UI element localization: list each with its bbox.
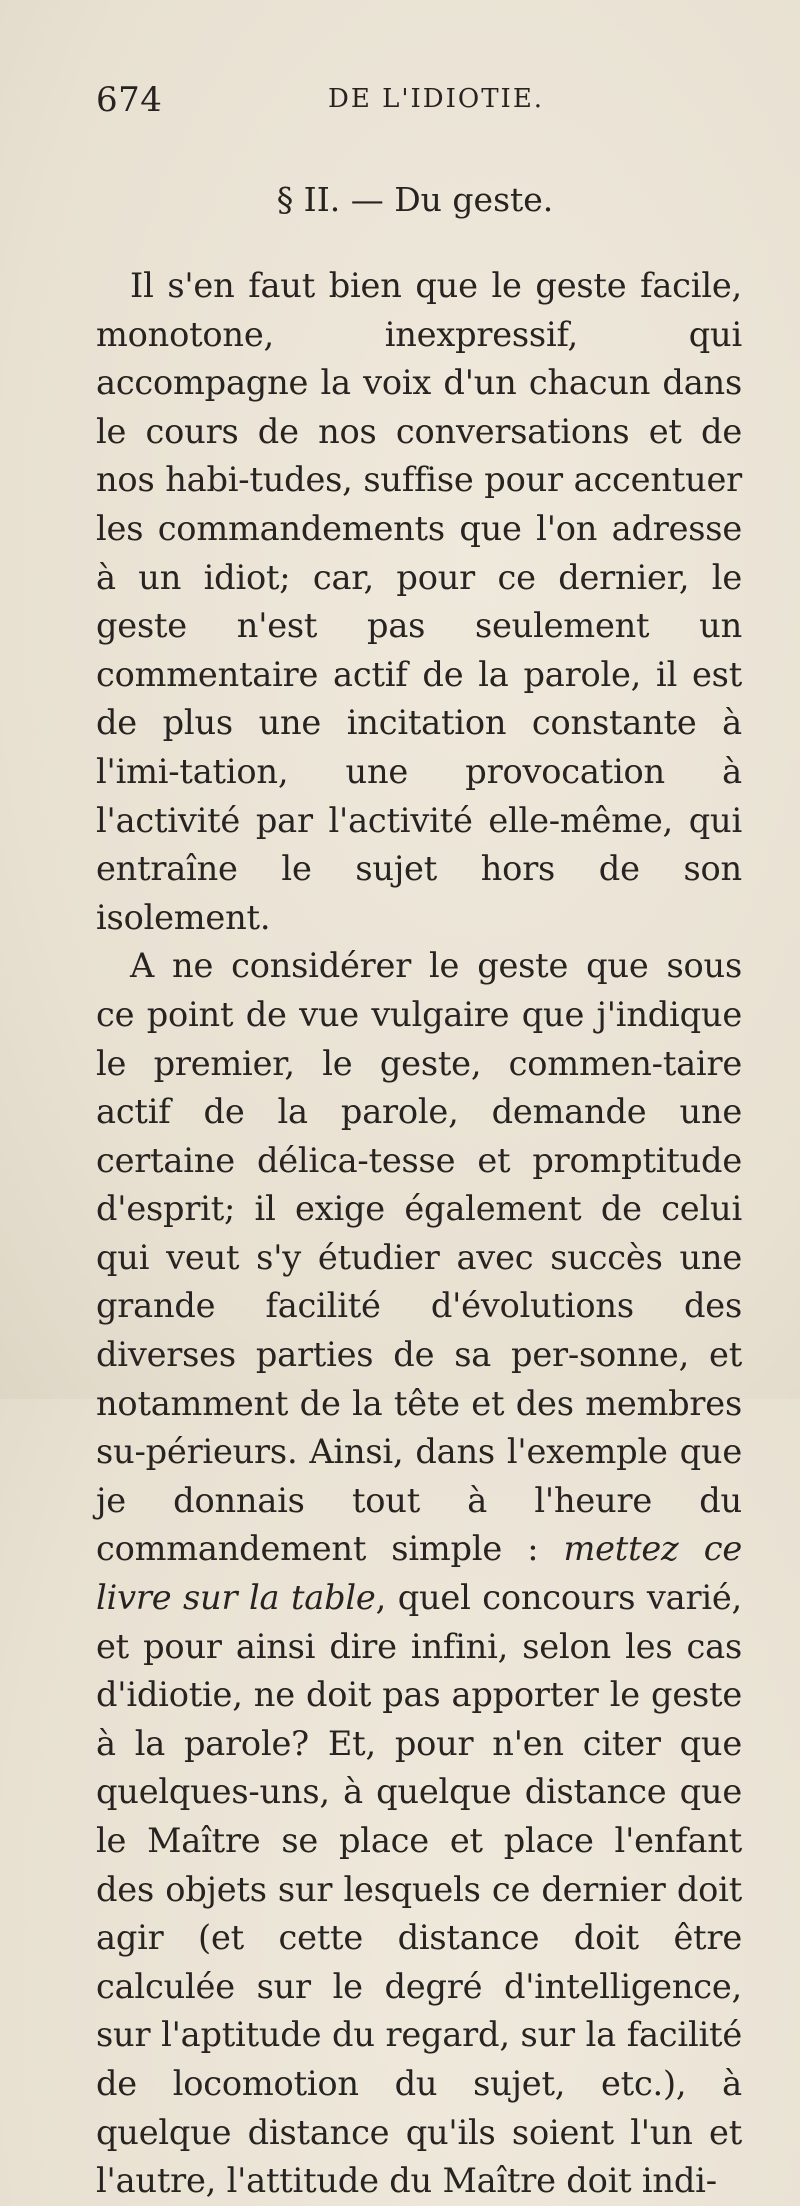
paragraph-2: [96, 942, 742, 2205]
running-head: [96, 80, 736, 124]
page-number: 674: [96, 80, 163, 120]
section-heading: § II. — Du geste.: [276, 180, 554, 219]
paragraph-2-italic-command: mettez ce livre sur la table: [96, 1529, 742, 1618]
running-title: DE L'IDIOTIE.: [328, 84, 545, 114]
paragraph-1: Il s'en faut bien que le geste facile, monotone, inexpressif, qui accompagne la voix d'un chacun dans le cours de nos conversations et de nos habi-tudes, suffise pour accentuer les commandements que l'on adresse à un idiot; car, pour ce dernier, le geste n'est pas seulement un commentaire actif de la parole, il est de plus une incitation constante à l'imi-tation, une provocation à l'activité par l'activité elle-même, qui entraîne le sujet hors de son isolement.: [96, 266, 742, 937]
paragraph-2-text-before: A ne considérer le geste que sous ce point de vue vulgaire que j'indique le premier, le geste, commen-taire actif de la parole, demande une certaine délica-tesse et promptitude d'esprit; il exige également de celui qui veut s'y étudier avec succès une grande facilité d'évolutions des diverses parties de sa per-sonne, et notamment de la tête et des membres su-périeurs. Ainsi, dans l'exemple que je donnais tout à l'heure du commandement simple :: [96, 946, 742, 1569]
paragraph-2-text-after: , quel concours varié, et pour ainsi dire infini, selon les cas d'idiotie, ne doit pas apporter le geste à la parole? Et, pour n'en citer que quelques-uns, à quelque distance que le Maître se place et place l'enfant des objets sur lesquels ce dernier doit agir (et cette distance doit être calculée sur le degré d'intelligence, sur l'aptitude du regard, sur la facilité de locomotion du sujet, etc.), à quelque distance qu'ils soient l'un et l'autre, l'attitude du Maître doit indi-: [96, 1578, 742, 2201]
body-text: [96, 262, 742, 2206]
